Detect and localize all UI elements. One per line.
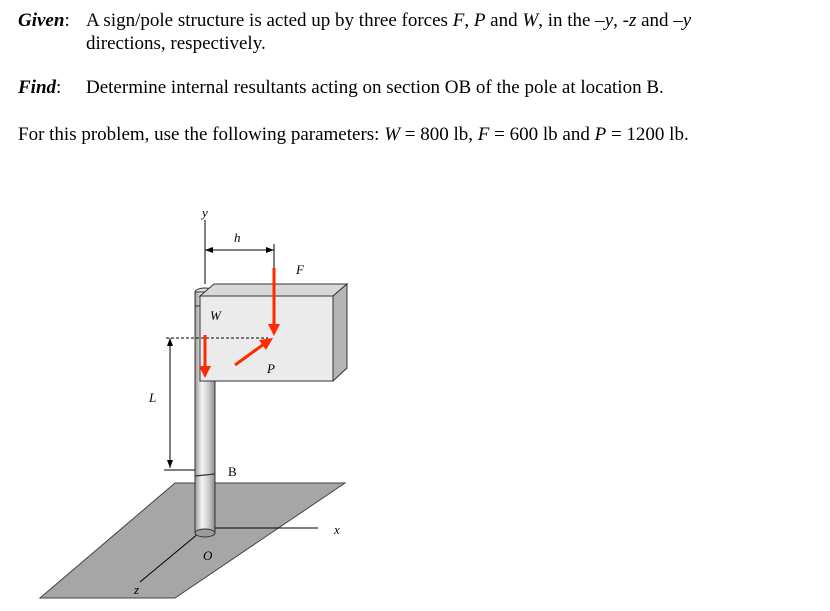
label-p: P bbox=[267, 361, 275, 376]
parameters-statement: For this problem, use the following parameters: W = 800 lb, F = 600 lb and P = 1200 lb. bbox=[18, 124, 689, 145]
find-statement: Find: Determine internal resultants acting on section OB of the pole at location B. bbox=[18, 77, 664, 98]
label-b: B bbox=[228, 464, 237, 479]
sign-side-face bbox=[333, 284, 347, 381]
label-l: L bbox=[149, 390, 157, 405]
label-x: x bbox=[334, 522, 340, 537]
ground-plate bbox=[40, 483, 345, 598]
find-label: Find: bbox=[18, 77, 62, 98]
label-w: W bbox=[210, 308, 221, 323]
pole-base bbox=[195, 529, 215, 537]
label-h: h bbox=[234, 230, 241, 245]
label-f: F bbox=[296, 262, 304, 277]
label-z: z bbox=[134, 582, 140, 597]
given-statement: Given: A sign/pole structure is acted up by three forces F, P and W, in the –y, -z and –y bbox=[18, 10, 692, 31]
given-label: Given: bbox=[18, 10, 70, 31]
given-continuation: directions, respectively. bbox=[86, 33, 266, 54]
label-y: y bbox=[202, 205, 208, 220]
label-o: O bbox=[203, 548, 213, 563]
sign-pole-figure bbox=[0, 190, 830, 611]
